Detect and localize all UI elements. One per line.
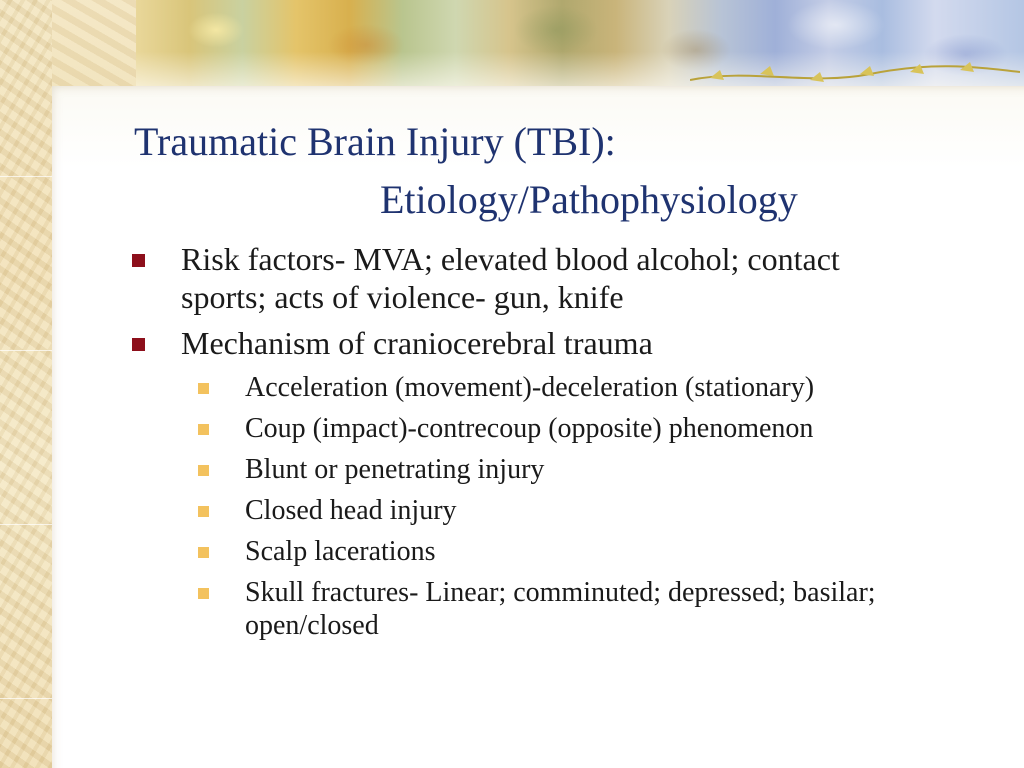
- sub-bullet-item: [198, 576, 958, 642]
- square-sub-bullet-icon: [198, 547, 209, 558]
- left-decorative-strip: [0, 0, 52, 768]
- sub-bullet-item: [198, 535, 958, 568]
- sub-bullet-text: Skull fractures- Linear; comminuted; depressed; basilar; open/closed: [245, 577, 876, 641]
- sub-bullet-item: [198, 494, 958, 527]
- bullet-text: Risk factors- MVA; elevated blood alcohol; contact sports; acts of violence- gun, knife: [181, 241, 840, 315]
- square-sub-bullet-icon: [198, 424, 209, 435]
- sub-bullet-text: Acceleration (movement)-deceleration (stationary): [245, 372, 815, 403]
- sub-bullet-text: Closed head injury: [245, 495, 457, 526]
- title-line-1: Traumatic Brain Injury (TBI):: [134, 119, 616, 164]
- title-line-2: Etiology/Pathophysiology: [380, 177, 798, 222]
- square-bullet-icon: [132, 338, 145, 351]
- slide-title: [134, 113, 994, 229]
- sub-bullet-item: [198, 371, 958, 404]
- sub-bullet-item: [198, 453, 958, 486]
- square-bullet-icon: [132, 254, 145, 267]
- leaf-sprig-decoration: [690, 58, 1020, 88]
- square-sub-bullet-icon: [198, 465, 209, 476]
- sub-bullet-item: [198, 412, 958, 445]
- bullet-item: [132, 324, 932, 362]
- square-sub-bullet-icon: [198, 383, 209, 394]
- bullet-item: [132, 240, 932, 316]
- square-sub-bullet-icon: [198, 506, 209, 517]
- sub-bullet-text: Scalp lacerations: [245, 536, 436, 567]
- sub-bullet-text: Coup (impact)-contrecoup (opposite) phenomenon: [245, 413, 814, 444]
- bullet-text: Mechanism of craniocerebral trauma: [181, 325, 653, 361]
- square-sub-bullet-icon: [198, 588, 209, 599]
- sub-bullet-text: Blunt or penetrating injury: [245, 454, 545, 485]
